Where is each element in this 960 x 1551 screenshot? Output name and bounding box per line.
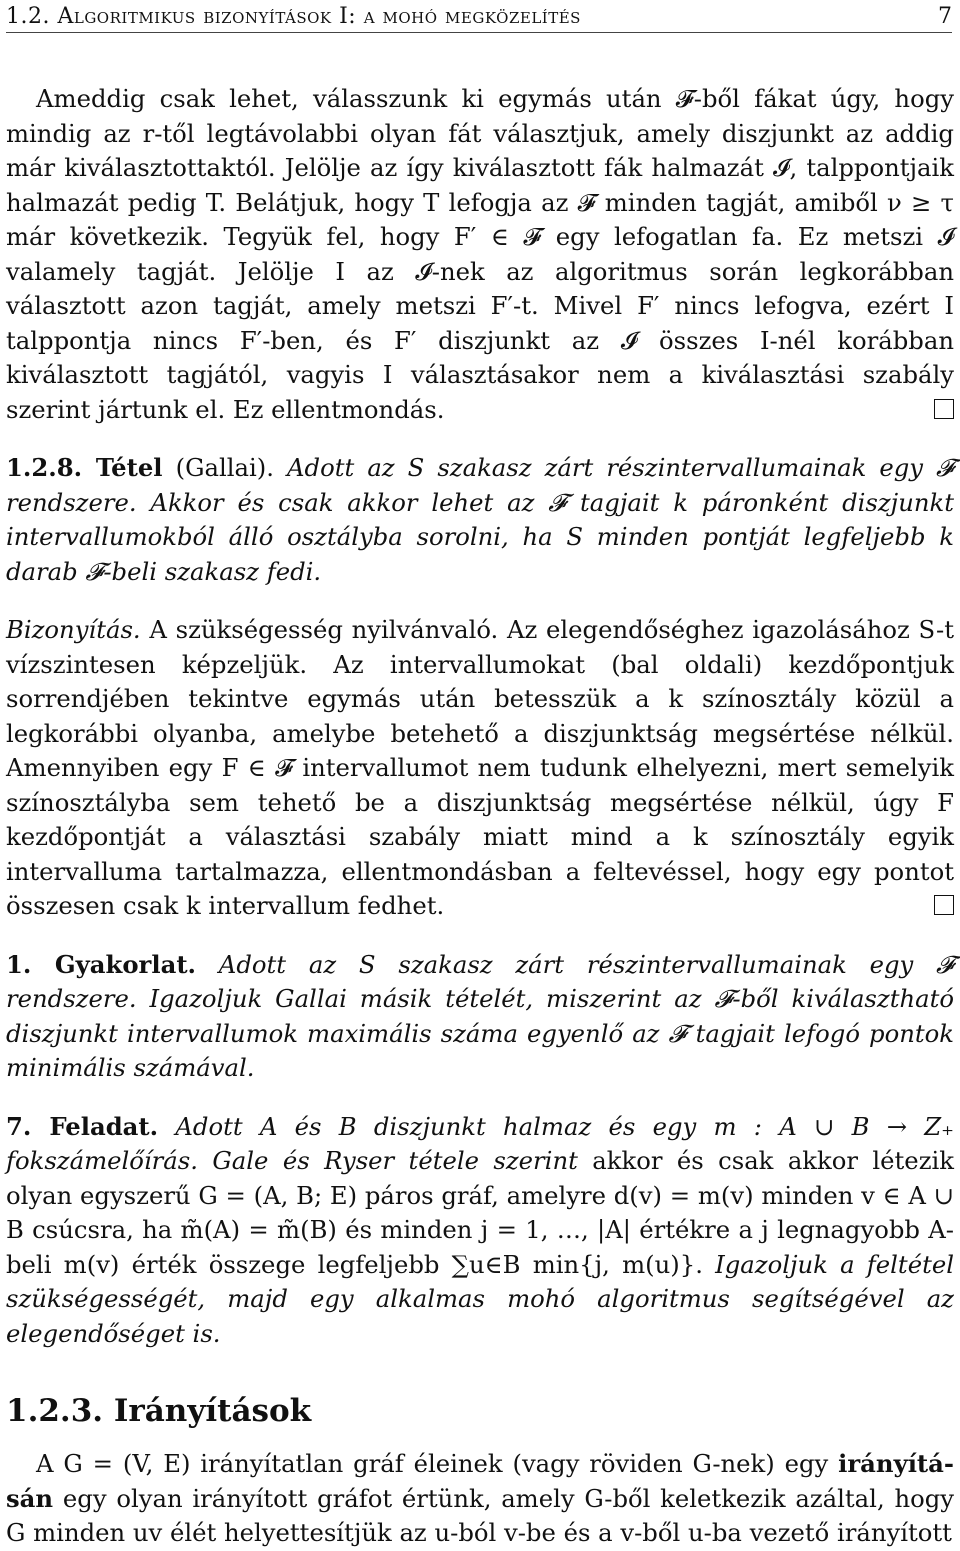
- proof-text: A szükségesség nyilvánvaló. Az elegendőséghez igazolásához S-t vízszintesen képzeljük. Az intervallumokat (bal oldali) kezdőpontjuk sorrendjében tekintve egymás után betesszük a k színosztály közül a legkorábbi olyanba, amelybe betehető a diszjunktság megsértése nélkül. Amennyiben egy F ∈ 𝓕 intervallumot nem tudunk elhelyezni, mert semelyik színosztályba sem tehető be a diszjunktság megsértése nélkül, úgy F kezdőpontját a választási szabály miatt mind a k színosztály egyik intervalluma tartalmazza, ellentmondásban a feltevéssel, hogy egy pontot összesen csak k intervallum fedhet.: [6, 615, 954, 920]
- orientation-text-2: egy olyan irányított gráfot értünk, amely G-ből keletkezik azáltal, hogy G minden uv élét helyettesítjük az u-ból v-be és a v-ből u-ba vezető irányított: [6, 1483, 955, 1547]
- proof-label: Bizonyítás.: [6, 615, 141, 644]
- running-header: [6, 2, 952, 33]
- page-number: 7: [938, 4, 952, 29]
- exercise-label: 1. Gyakorlat.: [6, 949, 196, 979]
- page-content: [6, 82, 954, 1551]
- orientation-term: irányításán: [6, 1449, 954, 1513]
- problem-label: 7. Feladat.: [6, 1111, 159, 1141]
- section-header-title: 1.2. Algoritmikus bizonyítások I: a mohó megközelítés: [6, 4, 581, 29]
- theorem-attribution: (Gallai).: [175, 453, 274, 482]
- exercise-text: Adott az S szakasz zárt részintervallumainak egy 𝓕 rendszere. Igazoljuk Gallai másik tételét, miszerint az 𝓕-ből kiválasztható diszjunkt intervallumok maximális száma egyenlő az 𝓕 tagjait lefogó pontok minimális számával.: [6, 949, 954, 1082]
- orientation-text-1: A G = (V, E) irányítatlan gráf éleinek (vagy röviden G-nek) egy: [36, 1449, 829, 1478]
- proof-end-paragraph: Ameddig csak lehet, válasszunk ki egymás után 𝓕-ből fákat úgy, hogy mindig az r-től legtávolabbi olyan fát választjuk, amely diszjunkt az addig már kiválasztottaktól. Jelölje az így kiválasztott fák halmazát 𝓘, talppontjaik halmazát pedig T. Belátjuk, hogy T lefogja az 𝓕 minden tagját, amiből ν ≥ τ már következik. Tegyük fel, hogy F′ ∈ 𝓕 egy lefogatlan fa. Ez metszi 𝓘 valamely tagját. Jelölje I az 𝓘-nek az algoritmus során legkorábban választott azon tagját, amely metszi F′-t. Mivel F′ nincs lefogva, ezért I talppontja nincs F′-ben, és F′ diszjunkt az 𝓘 összes I-nél korábban kiválasztott tagjától, vagyis I választásakor nem a kiválasztási szabály szerint jártunk el. Ez ellentmondás.: [6, 84, 954, 424]
- problem-body: akkor és csak akkor létezik olyan egyszerű G = (A, B; E) páros gráf, amelyre d(v) = m(v) minden v ∈ A ∪ B csúcsra, ha m̃(A) = m̃(B) és minden j = 1, …, |A| értékre a j legnagyobb A-beli m(v) érték összege legfeljebb ∑u∈B min{j, m(u)}.: [6, 1146, 954, 1279]
- section-heading: 1.2.3. Irányítások: [6, 1393, 312, 1429]
- problem-outro: Igazoljuk a feltétel szükségességét, majd egy alkalmas mohó algoritmus segítségével az elegendőséget is.: [6, 1249, 954, 1348]
- qed-square-icon: [934, 895, 954, 915]
- proof-paragraph: [6, 613, 954, 924]
- theorem-statement: Adott az S szakasz zárt részintervallumainak egy 𝓕 rendszere. Akkor és csak akkor lehet az 𝓕 tagjait k páronként diszjunkt intervallumokból álló osztályba sorolni, ha S minden pontját legfeljebb k darab 𝓕-beli szakasz fedi.: [6, 453, 954, 586]
- theorem-label: 1.2.8. Tétel: [6, 453, 163, 482]
- orientation-paragraph: [6, 1447, 954, 1551]
- exercise-paragraph: [6, 948, 954, 1086]
- problem-paragraph: [6, 1110, 954, 1352]
- qed-square-icon: [934, 399, 954, 419]
- problem-intro: Adott A és B diszjunkt halmaz és egy m : A ∪ B → Z₊ fokszámelőírás. Gale és Ryser tétele szerint: [6, 1111, 955, 1175]
- theorem-paragraph: [6, 451, 954, 589]
